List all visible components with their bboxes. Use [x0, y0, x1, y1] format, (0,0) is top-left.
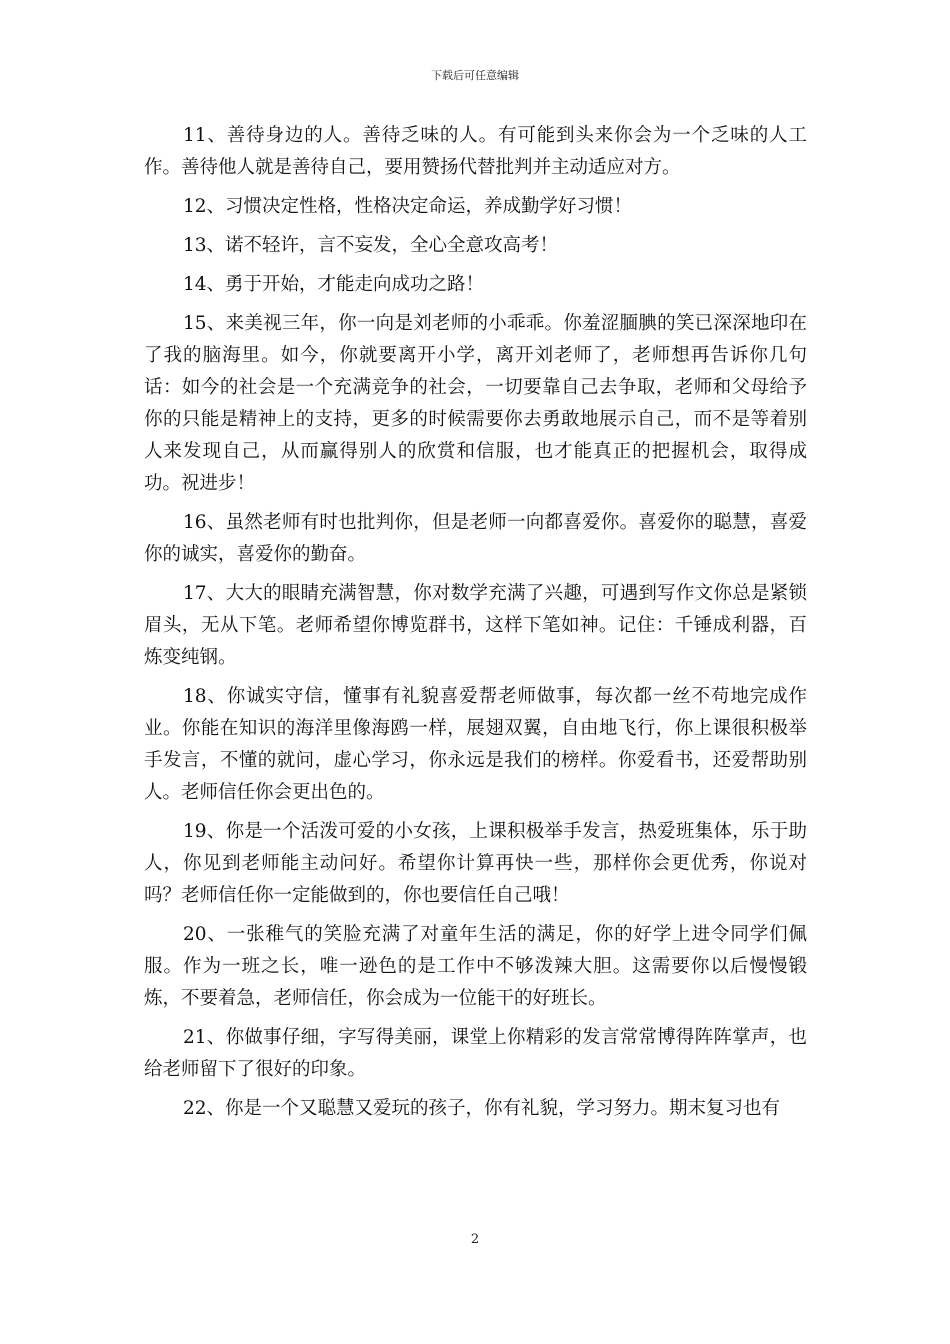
page-header: 下载后可任意编辑	[431, 69, 519, 82]
paragraph-17: 17、大大的眼睛充满智慧，你对数学充满了兴趣，可遇到写作文你总是紧锁眉头，无从下笔。老师希望你博览群书，这样下笔如神。记住：千锤成利器，百炼变纯钢。	[144, 583, 807, 668]
paragraph-11: 11、善待身边的人。善待乏味的人。有可能到头来你会为一个乏味的人工作。善待他人就是善待自己，要用赞扬代替批判并主动适应对方。	[144, 125, 807, 178]
paragraph-15: 15、来美视三年，你一向是刘老师的小乖乖。你羞涩腼腆的笑已深深地印在了我的脑海里。如今，你就要离开小学，离开刘老师了，老师想再告诉你几句话：如今的社会是一个充满竞争的社会，一切要靠自己去争取，老师和父母给予你的只能是精神上的支持，更多的时候需要你去勇敢地展示自己，而不是等着别人来发现自己，从而赢得别人的欣赏和信服，也才能真正的把握机会，取得成功。祝进步！	[144, 313, 807, 494]
paragraph-21: 21、你做事仔细，字写得美丽，课堂上你精彩的发言常常博得阵阵掌声，也给老师留下了很好的印象。	[144, 1027, 807, 1080]
paragraph-12: 12、习惯决定性格，性格决定命运，养成勤学好习惯！	[183, 196, 633, 217]
paragraph-16: 16、虽然老师有时也批判你，但是老师一向都喜爱你。喜爱你的聪慧，喜爱你的诚实，喜爱你的勤奋。	[144, 512, 807, 565]
paragraph-20: 20、一张稚气的笑脸充满了对童年生活的满足，你的好学上进令同学们佩服。作为一班之长，唯一逊色的是工作中不够泼辣大胆。这需要你以后慢慢锻炼，不要着急，老师信任，你会成为一位能干的好班长。	[144, 924, 807, 1009]
page-number: 2	[470, 1232, 480, 1247]
paragraph-18: 18、你诚实守信，懂事有礼貌喜爱帮老师做事，每次都一丝不苟地完成作业。你能在知识的海洋里像海鸥一样，展翅双翼，自由地飞行，你上课很积极举手发言，不懂的就问，虚心学习，你永远是我们的榜样。你爱看书，还爱帮助别人。老师信任你会更出色的。	[144, 686, 807, 803]
paragraph-19: 19、你是一个活泼可爱的小女孩，上课积极举手发言，热爱班集体，乐于助人，你见到老师能主动问好。希望你计算再快一些，那样你会更优秀，你说对吗？老师信任你一定能做到的，你也要信任自己哦！	[144, 821, 807, 906]
paragraph-22: 22、你是一个又聪慧又爱玩的孩子，你有礼貌，学习努力。期末复习也有	[183, 1098, 781, 1119]
document-body	[144, 120, 807, 1132]
paragraph-13: 13、诺不轻许，言不妄发，全心全意攻高考！	[183, 235, 559, 256]
paragraph-14: 14、勇于开始，才能走向成功之路！	[183, 274, 485, 295]
